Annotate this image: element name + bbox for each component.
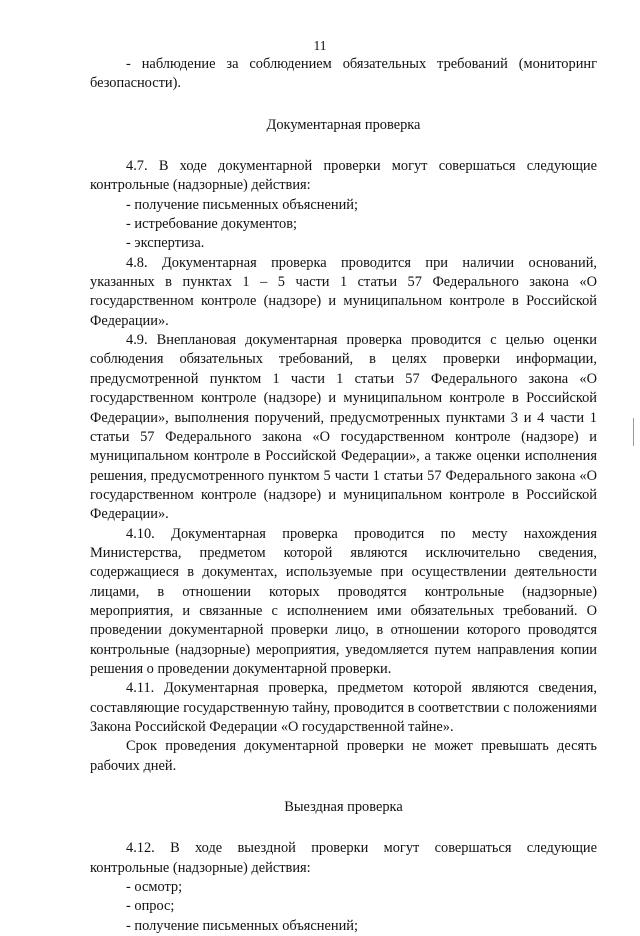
paragraph-4-7: 4.7. В ходе документарной проверки могут совершаться следующие контрольные (надзорные) действия: (90, 158, 597, 194)
scan-edge-mark (633, 418, 634, 446)
page-number: 11 (313, 38, 327, 53)
list-item: - получение письменных объяснений; (126, 196, 358, 213)
section-heading-onsite: Выездная проверка (284, 799, 403, 816)
section-heading-documentary: Документарная проверка (266, 116, 421, 133)
document-body (90, 55, 597, 936)
paragraph-4-11: 4.11. Документарная проверка, предметом которой являются сведения, составляющие государственную тайну, проводится в соответствии с положениями Закона Российской Федерации «О государственной тайне». (90, 680, 597, 735)
paragraph-term: Срок проведения документарной проверки не может превышать десять рабочих дней. (90, 738, 597, 774)
paragraph-4-10: 4.10. Документарная проверка проводится по месту нахождения Министерства, предметом которой являются исключительно сведения, содержащиеся в документах, используемые при осуществлении деятельности лицами, в отношении которых проводятся контрольные (надзорные) мероприятия, и связанные с исполнением ими обязательных требований. О проведении документарной проверки лицо, в отношении которого проводятся контрольные (надзорные) мероприятия, уведомляется путем направления копии решения о проведении документарной проверки. (90, 525, 597, 677)
list-item: - получение письменных объяснений; (126, 917, 358, 934)
paragraph-4-9: 4.9. Внеплановая документарная проверка проводится с целью оценки соблюдения обязательных требований, в целях проверки информации, предусмотренной пунктом 1 части 1 статьи 57 Федерального закона «О государственном контроле (надзоре) и муниципальном контроле в Российской Федерации», выполнения поручений, предусмотренных пунктами 3 и 4 части 1 статьи 57 Федерального закона «О государственном контроле (надзоре) и муниципальном контроле в Российской Федерации», а также оценки исполнения решения, предусмотренного пунктом 5 части 1 статьи 57 Федерального закона «О государственном контроле (надзоре) и муниципальном контроле в Российской Федерации». (90, 332, 597, 523)
list-item: - экспертиза. (126, 235, 205, 252)
list-item: - осмотр; (126, 879, 183, 896)
list-item: - опрос; (126, 898, 175, 915)
list-item: - истребование документов; (126, 216, 298, 233)
paragraph-4-8: 4.8. Документарная проверка проводится при наличии оснований, указанных в пунктах 1 – 5 части 1 статьи 57 Федерального закона «О государственном контроле (надзоре) и муниципальном контроле в Российской Федерации». (90, 254, 597, 329)
intro-paragraph: - наблюдение за соблюдением обязательных требований (мониторинг безопасности). (90, 56, 597, 92)
paragraph-4-12: 4.12. В ходе выездной проверки могут совершаться следующие контрольные (надзорные) действия: (90, 840, 597, 876)
